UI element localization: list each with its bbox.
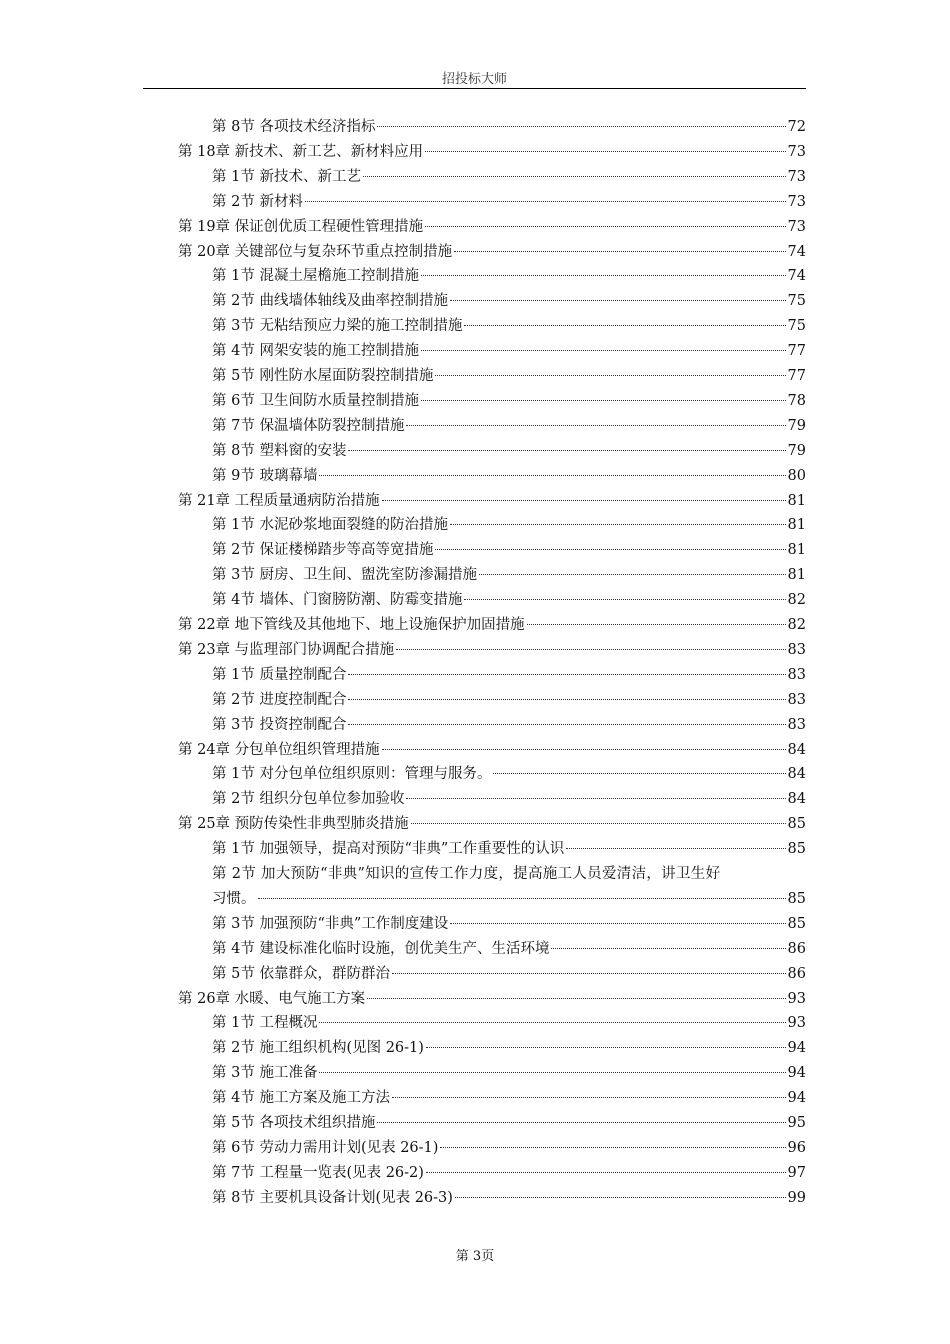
toc-entry-label: 第 1节 混凝土屋檐施工控制措施 — [212, 268, 419, 285]
toc-entry-page-number: 73 — [787, 193, 806, 210]
toc-entry-page-number: 79 — [787, 442, 806, 459]
toc-entry-page-number: 74 — [787, 268, 806, 285]
toc-entry-page-number: 84 — [787, 791, 806, 808]
toc-entry-label: 第 22章 地下管线及其他地下、地上设施保护加固措施 — [178, 617, 525, 633]
toc-entry-label: 第 1节 新技术、新工艺 — [212, 168, 361, 185]
toc-section-entry[interactable] — [212, 1161, 806, 1186]
toc-entry-label-continued: 习惯。 — [212, 890, 256, 907]
toc-dot-leader — [450, 922, 785, 924]
toc-dot-leader — [319, 474, 785, 476]
toc-dot-leader — [455, 1196, 786, 1198]
toc-entry-page-number: 84 — [787, 741, 806, 758]
toc-entry-label: 第 8节 各项技术经济指标 — [212, 119, 376, 135]
toc-dot-leader — [363, 175, 786, 177]
toc-section-entry[interactable] — [212, 165, 806, 190]
toc-section-entry[interactable] — [212, 1036, 806, 1061]
toc-entry-label: 第 2节 曲线墙体轴线及曲率控制措施 — [212, 293, 448, 310]
toc-entry-page-number: 83 — [787, 641, 806, 658]
toc-dot-leader — [392, 972, 786, 974]
toc-dot-leader — [566, 847, 785, 849]
toc-dot-leader — [377, 125, 785, 127]
toc-dot-leader — [425, 225, 785, 227]
toc-entry-label: 第 21章 工程质量通病防治措施 — [178, 492, 380, 509]
toc-section-entry[interactable] — [212, 513, 806, 538]
toc-entry-page-number: 95 — [787, 1115, 806, 1131]
toc-entry-label: 第 2节 新材料 — [212, 193, 303, 210]
toc-chapter-entry[interactable] — [178, 638, 806, 663]
toc-dot-leader — [382, 748, 786, 750]
toc-entry-page-number: 81 — [787, 567, 806, 584]
toc-section-entry[interactable] — [212, 937, 806, 962]
toc-entry-page-number: 81 — [787, 542, 806, 559]
toc-entry-label: 第 24章 分包单位组织管理措施 — [178, 741, 380, 758]
toc-chapter-entry[interactable] — [178, 987, 806, 1012]
toc-dot-leader — [435, 548, 785, 550]
toc-chapter-entry[interactable] — [178, 240, 806, 265]
toc-dot-leader — [258, 897, 786, 899]
toc-dot-leader — [392, 1096, 786, 1098]
toc-dot-leader — [319, 1021, 785, 1023]
toc-entry-page-number: 77 — [787, 343, 806, 360]
toc-entry-page-number: 81 — [787, 492, 806, 509]
toc-entry-page-number: 81 — [787, 517, 806, 534]
toc-entry-page-number: 77 — [787, 368, 806, 384]
toc-entry-page-number: 78 — [787, 392, 806, 409]
page-number: 第 3页 — [455, 1249, 495, 1264]
toc-dot-leader — [396, 648, 785, 650]
toc-chapter-entry[interactable] — [178, 613, 806, 638]
toc-entry-page-number: 72 — [787, 119, 806, 135]
toc-entry-page-number: 97 — [787, 1164, 806, 1181]
toc-entry-label: 第 1节 工程概况 — [212, 1015, 318, 1032]
toc-section-entry[interactable] — [212, 1061, 806, 1086]
toc-dot-leader — [464, 598, 785, 600]
header-divider — [143, 88, 806, 89]
toc-dot-leader — [426, 1046, 786, 1048]
toc-entry-label: 第 26章 水暖、电气施工方案 — [178, 990, 366, 1007]
toc-entry-label: 第 3节 加强预防“非典”工作制度建设 — [212, 915, 449, 932]
toc-entry-label: 第 1节 质量控制配合 — [212, 666, 347, 683]
toc-chapter-entry[interactable] — [178, 812, 806, 837]
toc-dot-leader — [454, 250, 785, 252]
toc-section-entry[interactable] — [212, 389, 806, 414]
toc-entry-label: 第 4节 施工方案及施工方法 — [212, 1090, 390, 1107]
toc-dot-leader — [348, 723, 785, 725]
toc-entry-label: 第 20章 关键部位与复杂环节重点控制措施 — [178, 243, 453, 260]
toc-dot-leader — [440, 1146, 785, 1148]
toc-entry-page-number: 93 — [787, 990, 806, 1007]
toc-section-entry[interactable] — [212, 588, 806, 613]
toc-dot-leader — [411, 822, 786, 824]
toc-entry-page-number: 75 — [787, 293, 806, 310]
toc-section-entry[interactable] — [212, 339, 806, 364]
toc-dot-leader — [377, 1121, 785, 1123]
toc-dot-leader — [425, 150, 785, 152]
toc-entry-label: 第 6节 劳动力需用计划(见表 26-1) — [212, 1139, 439, 1156]
toc-entry-page-number: 96 — [787, 1139, 806, 1156]
toc-entry-label: 第 1节 加强领导，提高对预防“非典”工作重要性的认识 — [212, 841, 565, 858]
toc-dot-leader — [527, 623, 786, 625]
toc-entry-page-number: 94 — [787, 1040, 806, 1057]
toc-dot-leader — [348, 673, 785, 675]
toc-section-entry[interactable] — [212, 289, 806, 314]
toc-entry-page-number: 83 — [787, 666, 806, 683]
toc-entry-page-number: 85 — [787, 915, 806, 932]
toc-dot-leader — [406, 424, 785, 426]
toc-dot-leader — [421, 274, 786, 276]
toc-section-entry[interactable] — [212, 762, 806, 787]
toc-entry-label: 第 5节 依靠群众，群防群治 — [212, 965, 390, 982]
toc-dot-leader — [305, 200, 786, 202]
toc-entry-page-number: 85 — [787, 890, 806, 907]
toc-dot-leader — [450, 299, 786, 301]
toc-chapter-entry[interactable] — [178, 489, 806, 514]
toc-entry-page-number: 73 — [787, 143, 806, 160]
toc-entry-page-number: 80 — [787, 467, 806, 484]
toc-chapter-entry[interactable] — [178, 738, 806, 763]
toc-section-entry[interactable] — [212, 1011, 806, 1036]
toc-entry-label: 第 7节 工程量一览表(见表 26-2) — [212, 1164, 424, 1181]
toc-entry-page-number: 85 — [787, 841, 806, 858]
toc-section-entry[interactable] — [212, 464, 806, 489]
toc-entry-label: 第 8节 主要机具设备计划(见表 26-3) — [212, 1189, 453, 1206]
toc-entry-label: 第 23章 与监理部门协调配合措施 — [178, 641, 395, 658]
toc-section-entry[interactable] — [212, 538, 806, 563]
toc-entry-label: 第 2节 进度控制配合 — [212, 691, 347, 708]
toc-entry-label: 第 1节 水泥砂浆地面裂缝的防治措施 — [212, 517, 448, 534]
toc-dot-leader — [406, 797, 785, 799]
toc-entry-label: 第 5节 各项技术组织措施 — [212, 1115, 376, 1131]
toc-entry-page-number: 73 — [787, 218, 806, 235]
toc-entry-page-number: 85 — [787, 816, 806, 833]
toc-dot-leader — [426, 1171, 786, 1173]
toc-section-entry[interactable] — [212, 439, 806, 464]
toc-entry-label: 第 6节 卫生间防水质量控制措施 — [212, 392, 419, 409]
toc-entry-page-number: 73 — [787, 168, 806, 185]
toc-section-entry[interactable] — [212, 912, 806, 937]
toc-entry-page-number: 75 — [787, 318, 806, 335]
toc-dot-leader — [551, 947, 785, 949]
toc-section-entry[interactable] — [212, 1136, 806, 1161]
toc-entry-label: 第 3节 施工准备 — [212, 1065, 318, 1082]
toc-dot-leader — [464, 324, 785, 326]
toc-entry-page-number: 83 — [787, 716, 806, 733]
toc-entry-label: 第 1节 对分包单位组织原则：管理与服务。 — [212, 766, 492, 783]
toc-dot-leader — [421, 399, 786, 401]
toc-entry-label: 第 3节 无粘结预应力梁的施工控制措施 — [212, 318, 463, 335]
toc-entry-wrapped-first-line[interactable]: 第 2节 加大预防“非典”知识的宣传工作力度，提高施工人员爱清洁，讲卫生好 — [212, 866, 721, 882]
toc-dot-leader — [435, 374, 785, 376]
page-header-title: 招投标大师 — [441, 72, 507, 87]
toc-entry-page-number: 79 — [787, 417, 806, 434]
toc-dot-leader — [348, 449, 785, 451]
toc-section-entry[interactable] — [212, 713, 806, 738]
toc-dot-leader — [382, 499, 786, 501]
toc-entry-label: 第 4节 墙体、门窗膀防潮、防霉变措施 — [212, 592, 463, 609]
toc-entry-label: 第 4节 网架安装的施工控制措施 — [212, 343, 419, 360]
toc-section-entry[interactable] — [212, 688, 806, 713]
toc-chapter-entry[interactable] — [178, 215, 806, 240]
toc-section-entry[interactable] — [212, 264, 806, 289]
toc-entry-label: 第 2节 保证楼梯踏步等高等宽措施 — [212, 542, 434, 559]
toc-entry-page-number: 94 — [787, 1090, 806, 1107]
toc-entry-label: 第 3节 投资控制配合 — [212, 716, 347, 733]
toc-section-entry[interactable] — [212, 1111, 806, 1136]
toc-entry-page-number: 99 — [787, 1189, 806, 1206]
toc-dot-leader — [479, 573, 786, 575]
toc-entry-page-number: 84 — [787, 766, 806, 783]
toc-entry-page-number: 86 — [787, 940, 806, 957]
toc-entry-label: 第 19章 保证创优质工程硬性管理措施 — [178, 218, 424, 235]
toc-dot-leader — [319, 1071, 785, 1073]
toc-entry-wrapped-second-line[interactable] — [212, 887, 806, 912]
toc-entry-page-number: 94 — [787, 1065, 806, 1082]
toc-entry-page-number: 83 — [787, 691, 806, 708]
toc-section-entry[interactable] — [212, 663, 806, 688]
toc-section-entry[interactable] — [212, 837, 806, 862]
toc-section-entry[interactable] — [212, 1086, 806, 1111]
toc-section-entry[interactable] — [212, 115, 806, 140]
toc-entry-page-number: 74 — [787, 243, 806, 260]
toc-dot-leader — [348, 698, 785, 700]
toc-section-entry[interactable] — [212, 962, 806, 987]
toc-dot-leader — [367, 997, 785, 999]
toc-entry-label: 第 5节 刚性防水屋面防裂控制措施 — [212, 368, 434, 384]
toc-section-entry[interactable] — [212, 364, 806, 389]
toc-entry-label: 第 3节 厨房、卫生间、盥洗室防渗漏措施 — [212, 567, 477, 584]
toc-section-entry[interactable] — [212, 563, 806, 588]
toc-dot-leader — [421, 349, 786, 351]
toc-section-entry[interactable] — [212, 1186, 806, 1211]
toc-entry-page-number: 82 — [787, 592, 806, 609]
toc-entry-label: 第 2节 组织分包单位参加验收 — [212, 791, 405, 808]
toc-entry-label: 第 7节 保温墙体防裂控制措施 — [212, 417, 405, 434]
toc-entry-label: 第 2节 施工组织机构(见图 26-1) — [212, 1040, 424, 1057]
toc-entry-label: 第 18章 新技术、新工艺、新材料应用 — [178, 143, 424, 160]
toc-section-entry[interactable] — [212, 190, 806, 215]
toc-entry-page-number: 93 — [787, 1015, 806, 1032]
toc-entry-label: 第 9节 玻璃幕墙 — [212, 467, 318, 484]
toc-chapter-entry[interactable] — [178, 140, 806, 165]
toc-section-entry[interactable] — [212, 787, 806, 812]
toc-dot-leader — [450, 523, 786, 525]
toc-entry-label: 第 25章 预防传染性非典型肺炎措施 — [178, 816, 409, 833]
toc-entry-label: 第 8节 塑料窗的安装 — [212, 442, 347, 459]
toc-section-entry[interactable] — [212, 314, 806, 339]
toc-entry-page-number: 82 — [787, 617, 806, 633]
toc-dot-leader — [493, 772, 785, 774]
toc-section-entry[interactable] — [212, 414, 806, 439]
toc-entry-label: 第 4节 建设标准化临时设施，创优美生产、生活环境 — [212, 940, 550, 957]
toc-entry-page-number: 86 — [787, 965, 806, 982]
